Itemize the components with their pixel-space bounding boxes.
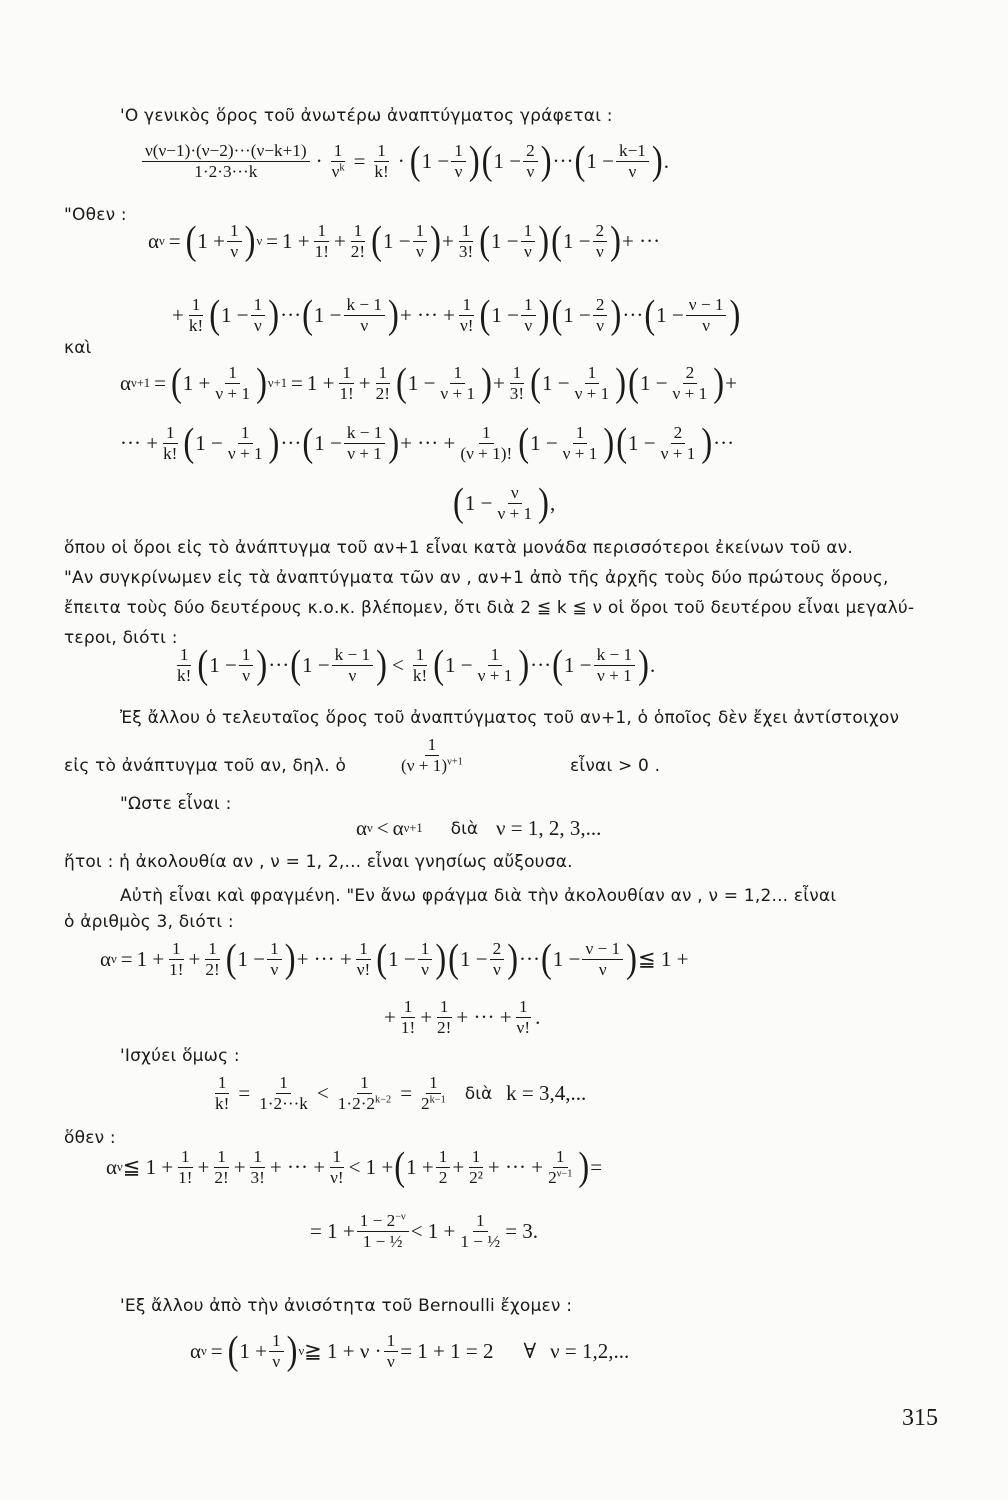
text-line: "Οθεν : bbox=[64, 205, 127, 225]
text-line: Ἐξ ἄλλου ὁ τελευταῖος ὅρος τοῦ ἀναπτύγματος τοῦ αν+1, ὁ ὁποῖος δὲν ἔχει ἀντίστοιχον bbox=[120, 708, 900, 728]
text-line: "Ωστε εἶναι : bbox=[120, 794, 232, 814]
equation-a-nu-expansion-2: + $\frac{1}{k!}$ ( 1 − $\frac{1}{\nu}$ ) ··· ( 1 − $\frac{k - 1}{\nu}$ ) + ··· + $\frac{1}{\nu!}$ ( 1 − $\frac{1}{\nu}$ ) ( 1 − $\frac{2}{\nu}$ ) ··· ( 1 − $\frac{\nu - 1}{\nu}$ ) bbox=[172, 292, 741, 338]
page-number: 315 bbox=[902, 1405, 938, 1431]
range: ν = 1,2,... bbox=[550, 1339, 630, 1364]
text-line: καὶ bbox=[64, 338, 92, 358]
equation-general-term: $\frac{\nu(\nu-1)\cdot(\nu-2)\cdot\cdot\cdot(\nu-k+1)}{1\cdot 2\cdot 3\cdot\cdot\cdot k}$ · $\frac{1}{\nu^k}$ = $\frac{1}{k!}$ · ( 1 − $\frac{1}{\nu}$ ) ( 1 − $\frac{2}{\nu}$ ) ··· ( 1 − $\frac{k-1}{\nu}$ ) . bbox=[140, 142, 669, 181]
equation-increasing: α ν < α ν+1 διὰ ν = 1, 2, 3,... bbox=[356, 816, 602, 840]
text-line: 'Ισχύει ὅμως : bbox=[120, 1046, 240, 1066]
text-line: ἔπειτα τοὺς δύο δευτέρους κ.ο.κ. βλέπομεν, ὅτι διὰ 2 ≦ k ≦ ν οἱ ὅροι τοῦ δευτέρου εἶναι μεγαλύ- bbox=[64, 598, 915, 618]
text-line: "Αν συγκρίνωμεν εἰς τὰ ἀναπτύγματα τῶν αν , αν+1 ἀπὸ τῆς ἀρχῆς τοὺς δύο πρώτους ὅρους, bbox=[64, 568, 889, 588]
range: ν = 1, 2, 3,... bbox=[496, 816, 602, 840]
equation-bound-2: + $\frac{1}{1!}$ + $\frac{1}{2!}$ + ··· + $\frac{1}{\nu!}$ . bbox=[384, 997, 541, 1038]
text-line: ὅθεν : bbox=[64, 1128, 116, 1148]
text-line: 'Ο γενικὸς ὅρος τοῦ ἀνωτέρω ἀναπτύγματος γράφεται : bbox=[120, 106, 613, 126]
equation-factorial-bound: $\frac{1}{k!}$ = $\frac{1}{1\cdot 2\cdot\cdot\cdot k}$ < $\frac{1}{1\cdot 2\cdot 2^{k-2}}$ = $\frac{1}{2^{k-1}}$ διὰ k = 3,4,... bbox=[215, 1073, 587, 1114]
equation-a-nu-plus-1-expansion-1: α ν+1 = ( 1 + $\frac{1}{\nu + 1}$ ) ν+1 = 1 + $\frac{1}{1!}$ + $\frac{1}{2!}$ ( 1 − $\frac{1}{\nu + 1}$ ) + $\frac{1}{3!}$ ( 1 − $\frac{1}{\nu + 1}$ ) ( 1 − $\frac{2}{\nu + 1}$ ) + bbox=[120, 360, 737, 406]
dia-label: διὰ bbox=[450, 818, 479, 839]
text-line: ὁ ἀριθμὸς 3, διότι : bbox=[64, 912, 234, 932]
equation-bound-1: α ν = 1 + $\frac{1}{1!}$ + $\frac{1}{2!}$ ( 1 − $\frac{1}{\nu}$ ) + ··· + $\frac{1}{\nu!}$ ( 1 − $\frac{1}{\nu}$ ) ( 1 − $\frac{2}{\nu}$ ) ··· ( 1 − $\frac{\nu - 1}{\nu}$ ) ≦ 1 + bbox=[100, 936, 689, 982]
text-line: ἤτοι : ἡ ἀκολουθία αν , ν = 1, 2,... εἶναι γνησίως αὔξουσα. bbox=[64, 852, 573, 872]
text-line: Αὐτὴ εἶναι καὶ φραγμένη. "Εν ἄνω φράγμα διὰ τὴν ἀκολουθίαν αν , ν = 1,2... εἶναι bbox=[120, 886, 837, 906]
equation-bernoulli: α ν = ( 1 + $\frac{1}{\nu}$ ) ν ≧ 1 + ν · $\frac{1}{\nu}$ = 1 + 1 = 2 ∀ ν = 1,2,... bbox=[190, 1328, 630, 1374]
equation-geometric-bound-1: α ν ≦ 1 + $\frac{1}{1!}$ + $\frac{1}{2!}$ + $\frac{1}{3!}$ + ··· + $\frac{1}{\nu!}$ < 1 + ( 1 + $\frac{1}{2}$ + $\frac{1}{\text{2²}}$ + ··· + $\frac{1}{2^{\nu-1}}$ ) = bbox=[106, 1144, 603, 1190]
text-line: 'Εξ ἄλλου ἀπὸ τὴν ἀνισότητα τοῦ Bernoulli ἔχομεν : bbox=[120, 1296, 573, 1316]
dia-label: διὰ bbox=[464, 1083, 493, 1104]
equation-a-nu-plus-1-expansion-2: ··· + $\frac{1}{k!}$ ( 1 − $\frac{1}{\nu + 1}$ ) ··· ( 1 − $\frac{k - 1}{\nu + 1}$ ) + ··· + $\frac{1}{(\nu + 1)!}$ ( 1 − $\frac{1}{\nu + 1}$ ) ( 1 − $\frac{2}{\nu + 1}$ ) ··· bbox=[120, 420, 735, 466]
text-line: ὅπου οἱ ὅροι εἰς τὸ ἀνάπτυγμα τοῦ αν+1 εἶναι κατὰ μονάδα περισσότεροι ἐκείνων τοῦ αν. bbox=[64, 538, 853, 558]
equation-term-comparison: $\frac{1}{k!}$ ( 1 − $\frac{1}{\nu}$ ) ··· ( 1 − $\frac{k - 1}{\nu}$ ) < $\frac{1}{k!}$ ( 1 − $\frac{1}{\nu + 1}$ ) ··· ( 1 − $\frac{k - 1}{\nu + 1}$ ) . bbox=[177, 642, 656, 688]
equation-last-term: $\frac{1}{(\nu + 1)^{\nu+1}}$ bbox=[401, 735, 463, 776]
text-line: εἶναι > 0 . bbox=[570, 756, 661, 776]
text-line: εἰς τὸ ἀνάπτυγμα τοῦ αν, δηλ. ὁ bbox=[64, 756, 347, 776]
range: k = 3,4,... bbox=[506, 1081, 587, 1106]
text-line: τεροι, διότι : bbox=[64, 628, 178, 648]
equation-geometric-bound-2: = 1 + $\frac{1 - 2^{-\nu}}{\text{1 − ½}}$ < 1 + $\frac{1}{\text{1 − ½}}$ = 3. bbox=[310, 1211, 539, 1252]
forall-symbol: ∀ bbox=[523, 1339, 537, 1364]
equation-a-nu-expansion-1: α ν = ( 1 + $\frac{1}{\nu}$ ) ν = 1 + $\frac{1}{1!}$ + $\frac{1}{2!}$ ( 1 − $\frac{1}{\nu}$ ) + $\frac{1}{3!}$ ( 1 − $\frac{1}{\nu}$ ) ( 1 − $\frac{2}{\nu}$ ) + ··· bbox=[148, 218, 661, 264]
equation-a-nu-plus-1-expansion-3: ( 1 − $\frac{\nu}{\nu + 1}$ ) , bbox=[453, 480, 556, 526]
